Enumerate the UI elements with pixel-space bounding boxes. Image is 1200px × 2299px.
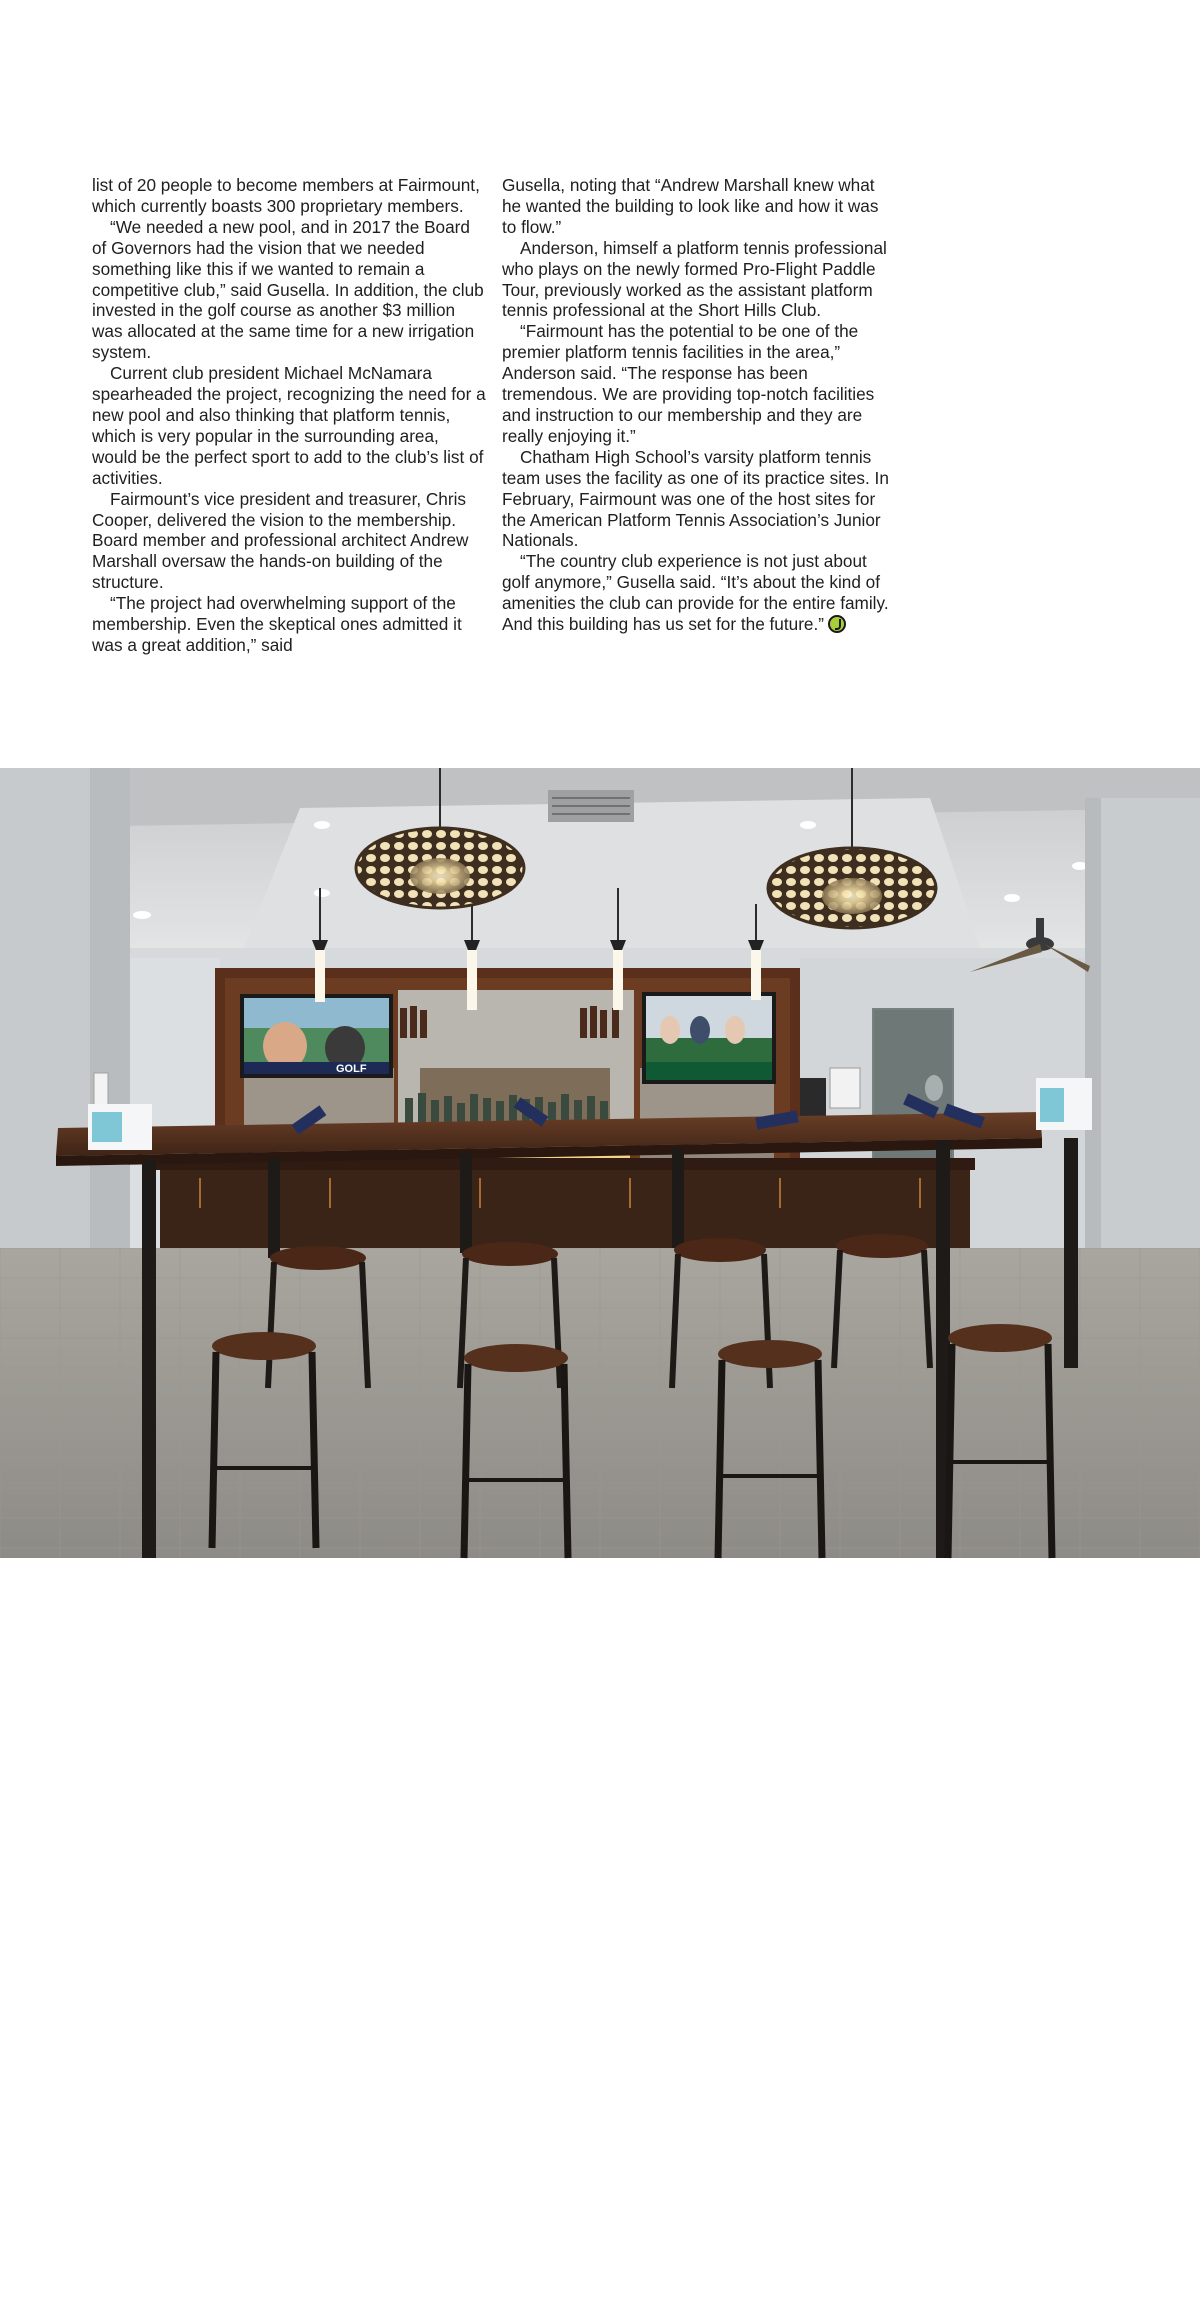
page-footer — [963, 2281, 1148, 2299]
paragraph: list of 20 people to become members at Fairmount, which currently boasts 300 proprietary members. — [92, 175, 480, 216]
article-column-right — [502, 175, 897, 635]
footer-separator: | — [1048, 2283, 1053, 2298]
paragraph: Anderson, himself a platform tennis professional who plays on the newly formed Pro-Flight Paddle Tour, previously worked as the assistant platform tennis professional at the Short Hills Club. — [502, 237, 887, 321]
footer-issue: Summer 2018 — [963, 2283, 1045, 2298]
paragraph: Current club president Michael McNamara spearheaded the project, recognizing the need for a new pool and also thinking that platform tennis, which is very popular in the surrounding area, would be the perfect sport to add to the club’s list of activities. — [92, 363, 486, 488]
page-number: 29 — [1131, 2281, 1148, 2297]
paragraph: Fairmount’s vice president and treasurer, Chris Cooper, delivered the vision to the membership. Board member and professional architect Andrew Marshall oversaw the hands-on building of the structure. — [92, 488, 469, 593]
paragraph: Gusella, noting that “Andrew Marshall knew what he wanted the building to look like and how it was to flow.” — [502, 175, 879, 237]
bar-lounge-illustration — [0, 768, 1200, 1558]
article-column-left — [92, 175, 487, 656]
paragraph-final — [502, 551, 897, 635]
paragraph-final-text: “The country club experience is not just about golf anymore,” Gusella said. “It’s about the kind of amenities the club can provide for the entire family. And this building has us set for the future.” — [502, 551, 889, 635]
end-of-article-icon — [828, 615, 846, 633]
bar-lounge-photo — [0, 768, 1200, 2298]
tv-channel-text: GOLF — [336, 1063, 367, 1075]
paragraph: “We needed a new pool, and in 2017 the Board of Governors had the vision that we needed something like this if we wanted to remain a competitive club,” said Gusella. In addition, the club invested in the golf course as another $3 million was allocated at the same time for a new irrigation system. — [92, 216, 484, 363]
paragraph: Chatham High School’s varsity platform tennis team uses the facility as one of its practice sites. In February, Fairmount was one of the host sites for the American Platform Tennis Association’s Junior Nationals. — [502, 446, 889, 551]
paragraph: “The project had overwhelming support of the membership. Even the skeptical ones admitted it was a great addition,” said — [92, 593, 462, 655]
paragraph: “Fairmount has the potential to be one of the premier platform tennis facilities in the area,” Anderson said. “The response has been tremendous. We are providing top-notch facilities and instruction to our membership and they are really enjoying it.” — [502, 321, 875, 446]
footer-site: NJSGA.org — [1055, 2283, 1128, 2298]
